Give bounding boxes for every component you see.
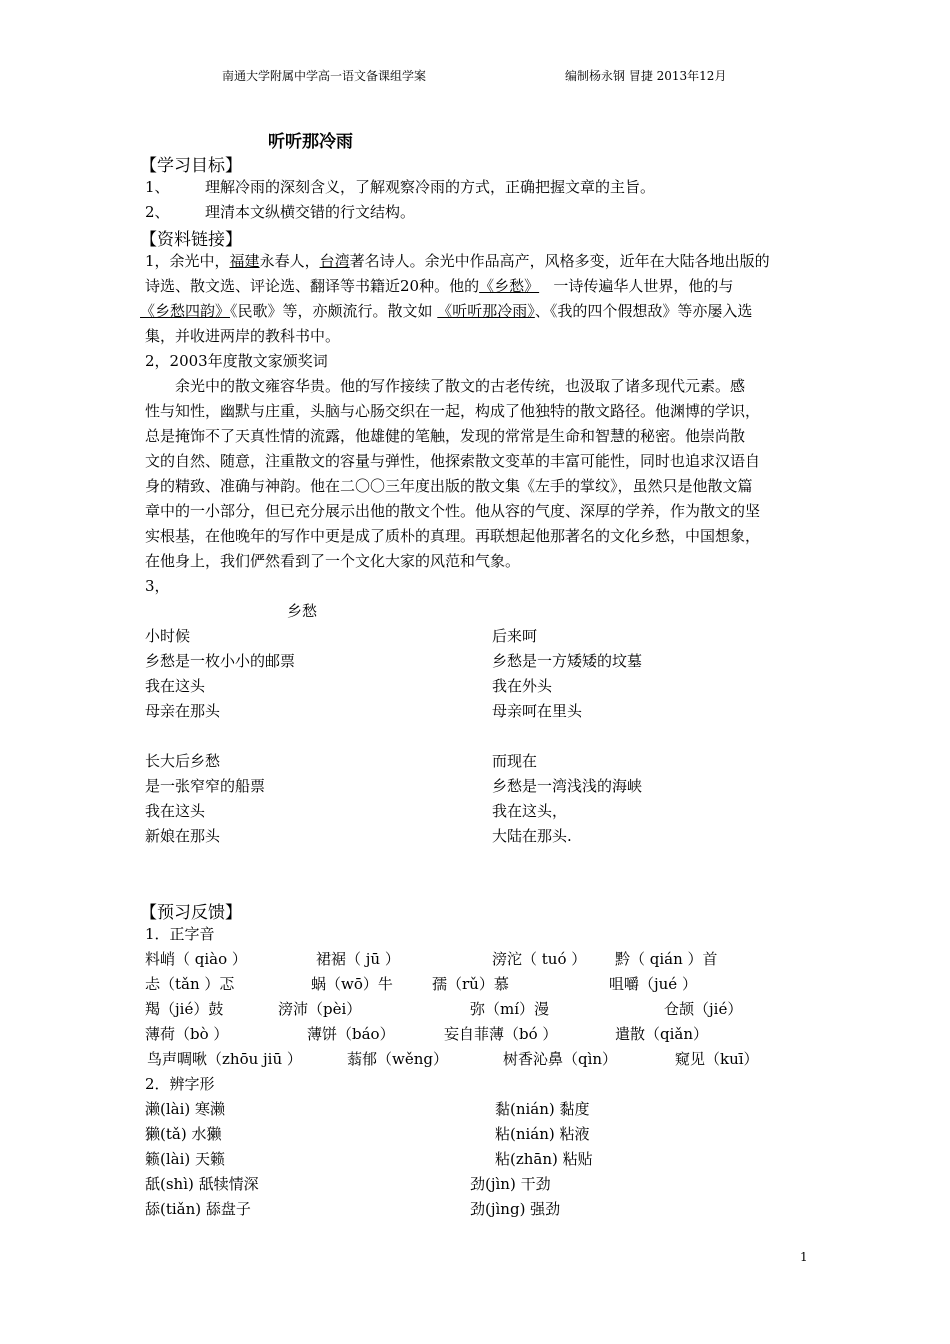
pron-item: 料峭（ qiào ） [145,950,247,968]
links-p2-line: 总是掩饰不了天真性情的流露，他雄健的笔触，发现的常常是生命和智慧的秘密。他崇尚散 [145,427,746,445]
poem-left-line: 我在这头 [145,677,206,695]
page-title: 听听那冷雨 [268,132,353,152]
link-fujian[interactable]: 福建 [229,252,260,270]
glyph-item: 獭(tǎ) 水獭 [145,1125,222,1143]
pron-item: 蜗（wō）牛 [311,975,393,993]
poem-left-line: 母亲在那头 [145,702,221,720]
pron-item: 蓊郁（wěng） [347,1050,448,1068]
glyph-item: 粘(nián) 粘液 [495,1125,590,1143]
poem-right-line: 我在这头， [492,802,568,820]
pron-item: 树香沁鼻（qìn） [503,1050,618,1068]
links-p1-a: 1，余光中， [145,252,230,270]
pron-item: 薄荷（bò ） [145,1025,229,1043]
poem-right-line: 乡愁是一方矮矮的坟墓 [492,652,643,670]
pron-item: 滂沱（ tuó ） [492,950,587,968]
links-p1-line2-text: 诗选、散文选、评论选、翻译等书籍近20种。他的 [145,277,480,295]
link-taiwan[interactable]: 台湾 [319,252,350,270]
links-p1-e: 著名诗人。余光中作品高产，风格多变，近年在大陆各地出版的 [349,252,770,270]
links-p2-line: 在他身上，我们俨然看到了一个文化大家的风范和气象。 [145,552,521,570]
links-p1-line1 [145,249,770,274]
pron-item: 薄饼（báo） [307,1025,395,1043]
link-tingting-naleng-yu[interactable]: 《听听那冷雨》 [437,302,535,320]
pron-item: 窥见（kuī） [675,1050,759,1068]
links-p1-i: 《民歌》等，亦颇流行。散文如 [230,302,438,320]
objective-2-text: 理清本文纵横交错的行文结构。 [205,203,416,221]
glyph-item: 舐(shì) 舐犊情深 [145,1175,259,1193]
pron-item: 遣散（qiǎn） [615,1025,709,1043]
glyph-item: 舔(tiǎn) 舔盘子 [145,1200,251,1218]
header-right: 编制杨永钢 冒捷 2013年12月 [565,69,727,83]
poem-left-line: 是一张窄窄的船票 [145,777,266,795]
glyph-item: 劲(jìng) 强劲 [470,1200,561,1218]
pron-item: 忐（tǎn ）忑 [145,975,235,993]
poem-left-line: 长大后乡愁 [145,752,221,770]
preview-heading: 【预习反馈】 [140,903,242,923]
page-number: 1 [800,1250,808,1264]
links-p1-g: 一诗传遍华人世界，他的与 [539,277,734,295]
glyph-item: 劲(jìn) 干劲 [470,1175,551,1193]
poem-right-line: 母亲呵在里头 [492,702,583,720]
pron-item: 弥（mí）漫 [470,1000,550,1018]
pron-item: 滂沛（pèi） [278,1000,362,1018]
poem-right-line: 而现在 [492,752,538,770]
links-heading: 【资料链接】 [140,230,242,250]
links-p1-line4: 集，并收进两岸的教科书中。 [145,327,341,345]
objective-1-text: 理解冷雨的深刻含义，了解观察冷雨的方式，正确把握文章的主旨。 [205,178,656,196]
pron-item: 仓颉（jié） [664,1000,743,1018]
poem-left-line: 乡愁是一枚小小的邮票 [145,652,296,670]
pronunciation-subheading: 1．正字音 [145,925,215,943]
glyph-item: 籁(lài) 天籁 [145,1150,226,1168]
poem-left-line: 新娘在那头 [145,827,221,845]
objective-2-num: 2、 [145,203,170,221]
links-p1-k: 、《我的四个假想敌》等亦屡入选 [534,302,753,320]
links-p2-line: 余光中的散文雍容华贵。他的写作接续了散文的古老传统，也汲取了诸多现代元素。感 [175,377,746,395]
links-p1-line3 [140,299,752,324]
poem-left-line: 小时候 [145,627,191,645]
links-p2-line: 实根基，在他晚年的写作中更是成了质朴的真理。再联想起他那著名的文化乡愁，中国想象， [145,527,761,545]
poem-right-line: 后来呵 [492,627,538,645]
poem-title: 乡愁 [287,602,318,620]
links-p2-line: 章中的一小部分，但已充分展示出他的散文个性。他从容的气度、深厚的学养，作为散文的坚 [145,502,761,520]
pron-item: 黔（ qián ）首 [615,950,718,968]
links-p1-c: 永春人， [259,252,320,270]
links-p3-num: 3， [145,577,170,595]
objective-1-num: 1、 [145,178,170,196]
glyph-subheading: 2．辨字形 [145,1075,215,1093]
links-p2-line: 身的精致、准确与神韵。他在二〇〇三年度出版的散文集《左手的掌纹》，虽然只是他散文篇 [145,477,753,495]
glyph-item: 黏(nián) 黏度 [495,1100,590,1118]
links-p1-line2 [145,274,733,299]
glyph-item: 濑(lài) 寒濑 [145,1100,226,1118]
poem-right-line: 乡愁是一湾浅浅的海峡 [492,777,643,795]
pron-item: 咀嚼（jué ） [609,975,697,993]
pron-item: 羯（jié）鼓 [145,1000,224,1018]
poem-right-line: 大陆在那头. [492,827,572,845]
link-xiangchou[interactable]: 《乡愁》 [479,277,540,295]
links-p2-title: 2，2003年度散文家颁奖词 [145,352,328,370]
links-p2-line: 性与知性，幽默与庄重，头脑与心肠交织在一起，构成了他独特的散文路径。他渊博的学识， [145,402,761,420]
pron-item: 鸟声啁啾（zhōu jiū ） [147,1050,302,1068]
poem-left-line: 我在这头 [145,802,206,820]
poem-right-line: 我在外头 [492,677,553,695]
link-xiangchou-siyun[interactable]: 《乡愁四韵》 [140,302,231,320]
glyph-item: 粘(zhān) 粘贴 [495,1150,593,1168]
links-p2-line: 文的自然、随意，注重散文的容量与弹性，他探索散文变革的丰富可能性，同时也追求汉语自 [145,452,761,470]
objectives-heading: 【学习目标】 [140,156,242,176]
pron-item: 孺（rǔ）慕 [432,975,509,993]
header-left: 南通大学附属中学高一语文备课组学案 [222,69,427,83]
pron-item: 妄自菲薄（bó ） [444,1025,558,1043]
pron-item: 裙裾（ jū ） [316,950,400,968]
